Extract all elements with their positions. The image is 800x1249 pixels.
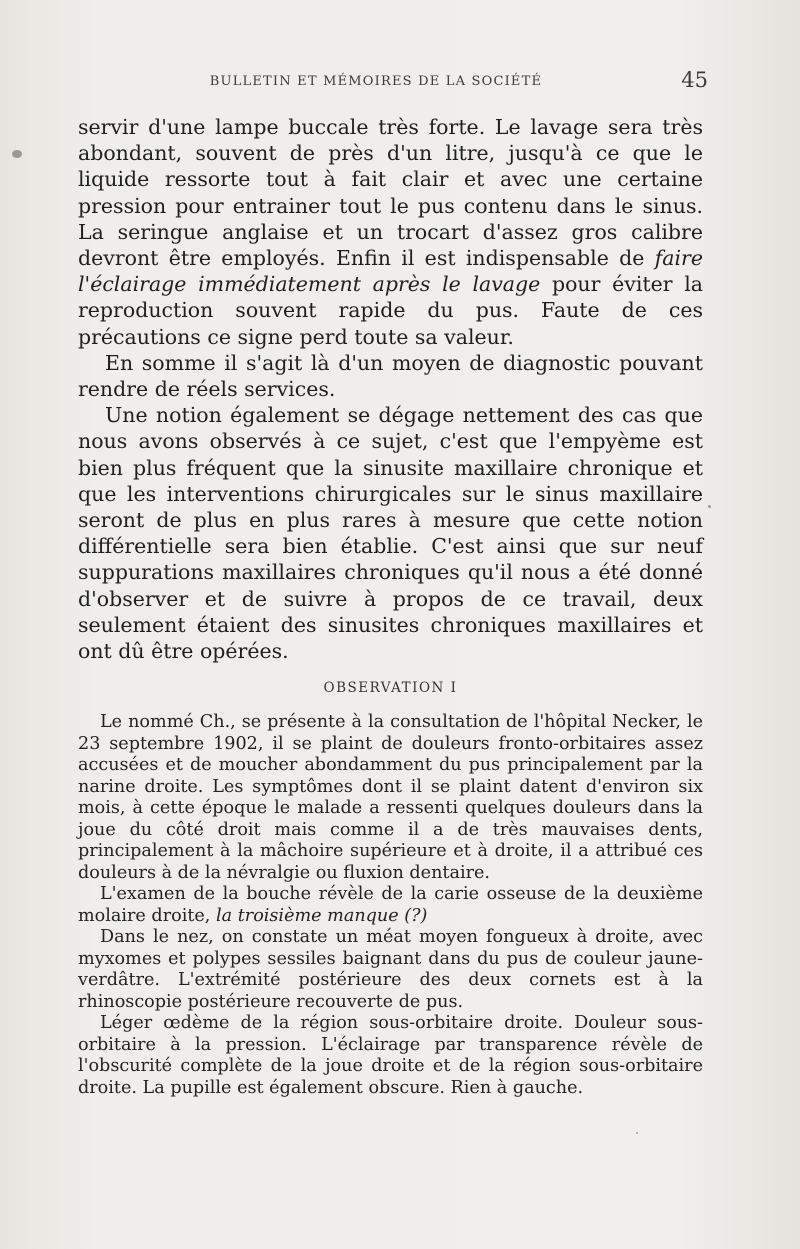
paragraph-text: L'examen de la bouche révèle de la carie osseuse de la deuxième molaire droite, (78, 884, 703, 926)
observation-text (78, 712, 703, 1099)
italic-phrase: faire l'éclairage immédiatement après le lavage (78, 246, 703, 297)
page-number: 45 (681, 68, 708, 92)
paragraph: En somme il s'agit là d'un moyen de diagnostic pouvant rendre de réels services. (78, 350, 703, 402)
observation-paragraph: Léger œdème de la région sous-orbitaire droite. Douleur sous-orbitaire à la pression. L'éclairage par transparence révèle de l'obscurité complète de la joue droite et de la région sous-orbitaire droite. La pupille est également obscure. Rien à gauche. (78, 1013, 703, 1098)
observation-paragraph: Le nommé Ch., se présente à la consultation de l'hôpital Necker, le 23 septembre 1902, il se plaint de douleurs fronto-orbitaires assez accusées et de moucher abondamment du pus principalement par la narine droite. Les symptômes dont il se plaint datent d'environ six mois, à cette époque le malade a ressenti quelques douleurs dans la joue du côté droit mais comme il a de très mauvaises dents, principalement à la mâchoire supérieure et à droite, il a attribué ces douleurs à de la névralgie ou fluxion dentaire. (78, 712, 703, 883)
paper-speck (708, 505, 711, 508)
main-text (78, 114, 703, 664)
running-header (78, 68, 708, 96)
paper-speck (636, 1132, 638, 1134)
observation-paragraph: Dans le nez, on constate un méat moyen fongueux à droite, avec myxomes et polypes sessiles baignant dans du pus de couleur jaune-verdâtre. L'extrémité postérieure des deux cornets est à la rhinoscopie postérieure recouverte de pus. (78, 927, 703, 1012)
observation-paragraph (78, 884, 703, 927)
observation-heading: OBSERVATION I (323, 680, 458, 696)
italic-phrase: la troisième manque (?) (216, 905, 428, 926)
paragraph-text: servir d'une lampe buccale très forte. Le lavage sera très abondant, souvent de près d'un litre, jusqu'à ce que le liquide ressorte tout à fait clair et avec une certaine pression pour entrainer tout le pus contenu dans le sinus. La seringue anglaise et un trocart d'assez gros calibre devront être employés. Enfin il est indispensable de (78, 115, 703, 271)
paragraph (78, 114, 703, 350)
paragraph: Une notion également se dégage nettement des cas que nous avons observés à ce sujet, c'est que l'empyème est bien plus fréquent que la sinusite maxillaire chronique et que les interventions chirurgicales sur le sinus maxillaire seront de plus en plus rares à mesure que cette notion différentielle sera bien établie. C'est ainsi que sur neuf suppurations maxillaires chroniques qu'il nous a été donné d'observer et de suivre à propos de ce travail, deux seulement étaient des sinusites chroniques maxillaires et ont dû être opérées. (78, 403, 703, 664)
paper-speck (12, 150, 22, 158)
paragraph-text: pour éviter la reproduction souvent rapide du pus. Faute de ces précautions ce signe perd toute sa valeur. (78, 272, 704, 349)
running-title: BULLETIN ET MÉMOIRES DE LA SOCIÉTÉ (209, 74, 543, 89)
